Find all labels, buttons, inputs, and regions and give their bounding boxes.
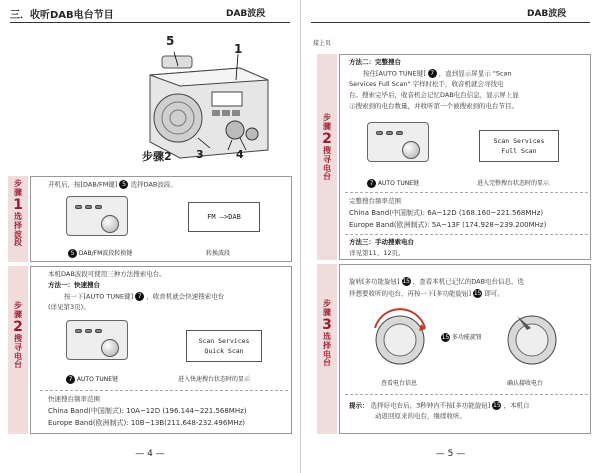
step3-callout: 15 多功能旋钮 (441, 334, 482, 341)
radio-illustration (140, 30, 280, 165)
method2-caption-button: 7 AUTO TUNE键 (367, 178, 419, 188)
step1-text: 开机后，按[DAB/FM键] 5 选择DAB波段。 (48, 180, 177, 189)
step3-caption-right: 确认接收电台 (507, 380, 544, 387)
step2-divider (40, 390, 288, 391)
radio-drawing (140, 30, 280, 165)
method2-divider (345, 192, 588, 193)
tip-line2: 动返回原来的电台，继续收听。 (375, 412, 466, 420)
callout-5: 5 (166, 34, 175, 48)
step3-tab: 步 骤 3 选 择 电 台 (317, 264, 337, 434)
step2-caption-lcd: 进入快速搜台状态时的显示 (178, 376, 251, 383)
step1-lcd: FM —>DAB (188, 202, 260, 232)
method3-divider (345, 234, 588, 235)
figure-step-label: 步骤2 (142, 150, 172, 163)
step2-panel-illustration (66, 320, 128, 360)
step3-divider (345, 394, 588, 395)
step2-europe-band: Europe Band(欧洲制式): 10B~13B(211.648-232.496MHz) (48, 419, 246, 427)
method2-lcd: Scan Services Full Scan (479, 130, 559, 162)
header-band-label: DAB波段 (226, 9, 266, 19)
method2-line3: 台。搜索完毕后，收音机会记忆DAB电台信息，显示屏上显 (349, 91, 519, 99)
step1-caption-knob: 5 DAB/FM波段转换键 (68, 248, 132, 258)
header-band-label: DAB波段 (527, 9, 567, 19)
method2-range-title: 完整搜台频率范围 (349, 197, 401, 205)
method2-title: 方法二：完整搜台 (349, 58, 401, 66)
step1-tab: 步 骤 1 选 择 波 段 (8, 176, 28, 262)
callout-4: 4 (236, 148, 244, 161)
step3-caption-left: 查看电台信息 (381, 380, 418, 387)
continued-label: 接上页 (313, 40, 332, 47)
step1-panel-illustration (66, 196, 128, 236)
right-page (300, 0, 600, 473)
page-number: — 5 — (435, 449, 466, 459)
step2-lcd: Scan Services Quick Scan (186, 330, 262, 362)
step3-line1: 旋转[多功能旋钮] 15 ，查看本机已记忆的DAB电台信息，选 (349, 277, 525, 286)
section-title: 三．收听DAB电台节目 (10, 10, 114, 21)
step2-method-text: 按一下[AUTO TUNE键] 7 ，收音机就会快速搜索电台 (64, 292, 225, 301)
step3-line2: 择想要收听的电台，再按一下[多功能旋钮] 15 即可。 (349, 289, 504, 298)
method2-caption-lcd: 进入完整搜台状态时的显示 (477, 180, 550, 187)
header-rule (311, 22, 590, 23)
method2-line4: 示搜索到的电台数量，并收听第一个被搜索到的电台节目。 (349, 102, 518, 110)
method2-line2: Services Full Scan" 字样时松手，收音机就会寻找电 (349, 80, 504, 88)
step2-caption-button: 7 AUTO TUNE键 (66, 374, 118, 384)
step2-range-title: 快速搜台频率范围 (48, 395, 100, 403)
method3-text: 详见第11、12页。 (349, 249, 405, 257)
method2-europe-band: Europe Band(欧洲制式): 5A~13F (174.928~239.200MHz) (349, 221, 547, 229)
method3-title: 方法三：手动搜索电台 (349, 238, 414, 246)
method2-line1: 按住[AUTO TUNE键] 7 ，直到显示屏显示 "Scan (363, 69, 512, 78)
tip-line1: 提示： 选择好电台后，3秒钟内不按[多功能旋钮] 15 ，本机自 (349, 401, 530, 410)
header-rule (10, 22, 290, 23)
callout-3: 3 (196, 148, 204, 161)
callout-1: 1 (234, 42, 243, 56)
method2-china-band: China Band(中国制式): 6A~12D (168.160~221.568MHz) (349, 209, 544, 217)
step2-tab: 步 骤 2 搜 寻 电 台 (8, 266, 28, 434)
step2-tab: 步 骤 2 搜 寻 电 台 (317, 54, 337, 260)
step2-method-title: 方法一：快速搜台 (48, 281, 100, 289)
step2-intro: 本机DAB波段可使用三种方法搜索电台。 (48, 270, 166, 278)
method2-panel-illustration (367, 122, 429, 162)
page-number: — 4 — (135, 449, 165, 459)
step2-method-ref: (详见第3页)。 (48, 303, 90, 311)
step3-knob-left-illustration (365, 308, 435, 368)
step1-caption-lcd: 转换波段 (206, 250, 231, 257)
step3-knob-right-illustration (497, 308, 567, 368)
badge-5: 5 (119, 180, 128, 189)
step2-china-band: China Band(中国制式): 10A~12D (196.144~221.568MHz) (48, 407, 247, 415)
